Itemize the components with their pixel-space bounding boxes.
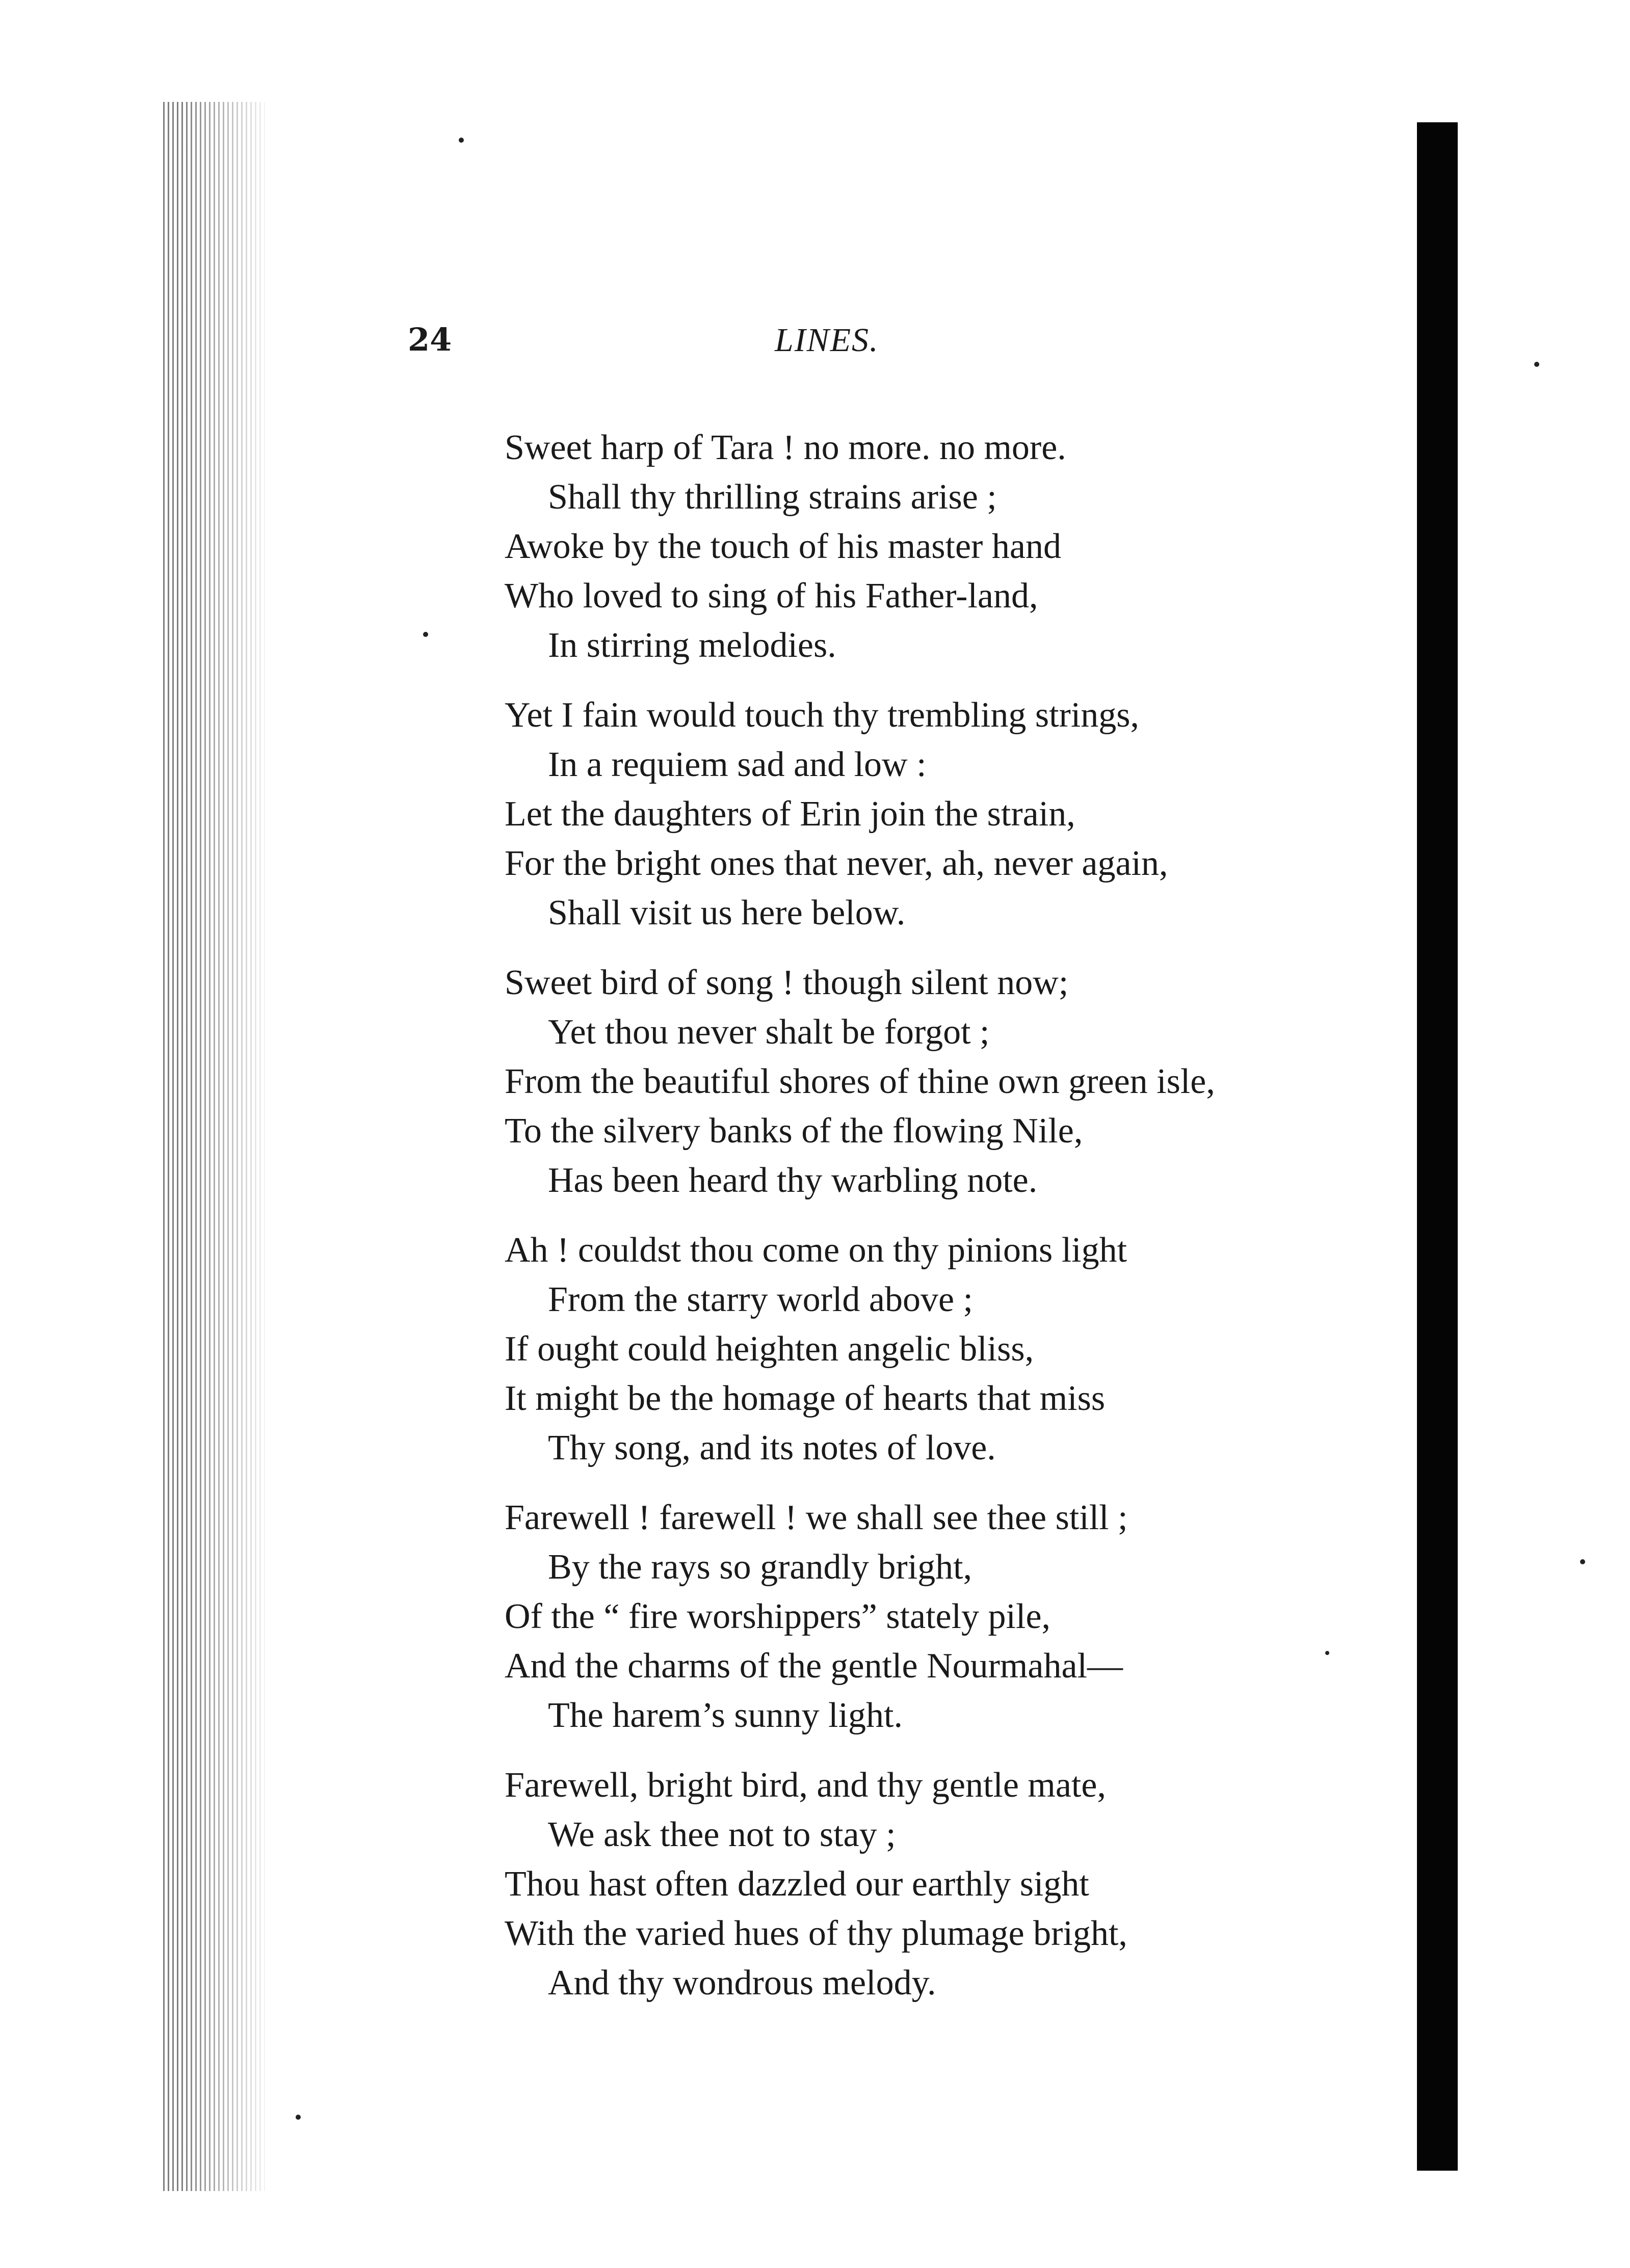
- poem-line: In a requiem sad and low :: [548, 745, 927, 784]
- poem-line: Sweet harp of Tara ! no more. no more.: [505, 428, 1066, 467]
- page-header: [408, 321, 1274, 372]
- stanza-5: [505, 1493, 1402, 1740]
- poem-line: Shall thy thrilling strains arise ;: [548, 477, 997, 517]
- poem-line: It might be the homage of hearts that miss: [505, 1379, 1106, 1418]
- stanza-3: [505, 958, 1402, 1205]
- ink-speck: [1580, 1559, 1585, 1564]
- poem-line: Yet I fain would touch thy trembling strings,: [505, 696, 1140, 735]
- poem-line: If ought could heighten angelic bliss,: [505, 1329, 1034, 1369]
- stanza-1: [505, 423, 1402, 670]
- poem-line: To the silvery banks of the flowing Nile,: [505, 1111, 1083, 1151]
- poem-line: Thou hast often dazzled our earthly sight: [505, 1864, 1089, 1904]
- stanza-2: [505, 690, 1402, 938]
- poem-line: And the charms of the gentle Nourmahal—: [505, 1646, 1123, 1686]
- poem-line: Yet thou never shalt be forgot ;: [548, 1012, 990, 1052]
- poem-body: [505, 423, 1402, 2028]
- poem-line: From the beautiful shores of thine own green isle,: [505, 1062, 1215, 1101]
- poem-line: With the varied hues of thy plumage bright,: [505, 1914, 1127, 1953]
- binding-gutter-fade: [183, 102, 265, 2191]
- page-edge-bar: [1417, 122, 1458, 2171]
- poem-line: Thy song, and its notes of love.: [548, 1428, 996, 1467]
- poem-line: Awoke by the touch of his master hand: [505, 527, 1061, 566]
- poem-line: Sweet bird of song ! though silent now;: [505, 963, 1069, 1002]
- poem-line: And thy wondrous melody.: [548, 1963, 936, 2003]
- running-title: LINES.: [775, 322, 879, 359]
- poem-line: Of the “ fire worshippers” stately pile,: [505, 1597, 1051, 1636]
- ink-speck: [459, 138, 464, 143]
- poem-line: For the bright ones that never, ah, never again,: [505, 844, 1168, 883]
- stanza-6: [505, 1760, 1402, 2008]
- page-number: 24: [408, 321, 452, 358]
- poem-line: Farewell, bright bird, and thy gentle mate,: [505, 1766, 1106, 1805]
- ink-speck: [1534, 362, 1539, 367]
- poem-line: Let the daughters of Erin join the strain,: [505, 794, 1075, 834]
- poem-line: Who loved to sing of his Father-land,: [505, 576, 1038, 616]
- poem-line: Farewell ! farewell ! we shall see thee still ;: [505, 1498, 1128, 1537]
- poem-line: The harem’s sunny light.: [548, 1696, 903, 1735]
- poem-line: By the rays so grandly bright,: [548, 1547, 972, 1587]
- poem-line: Shall visit us here below.: [548, 893, 906, 932]
- ink-speck: [296, 2115, 301, 2120]
- stanza-4: [505, 1225, 1402, 1473]
- poem-line: In stirring melodies.: [548, 626, 836, 665]
- ink-speck: [423, 632, 428, 637]
- poem-line: Has been heard thy warbling note.: [548, 1161, 1038, 1200]
- poem-line: Ah ! couldst thou come on thy pinions light: [505, 1231, 1127, 1270]
- poem-line: We ask thee not to stay ;: [548, 1815, 896, 1854]
- poem-line: From the starry world above ;: [548, 1280, 973, 1319]
